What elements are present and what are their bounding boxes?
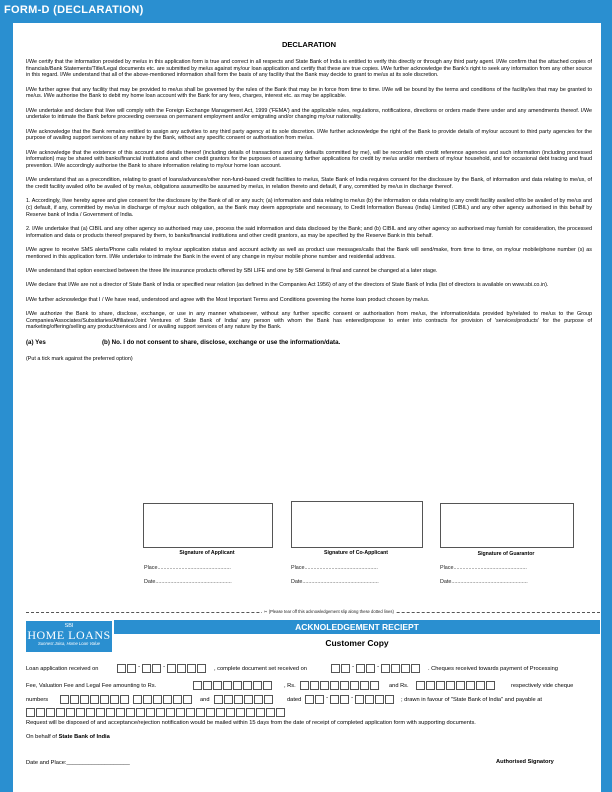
- guarantor-signature-box[interactable]: [440, 503, 574, 548]
- option-yes[interactable]: (a) Yes: [26, 338, 46, 346]
- consent-options: [26, 339, 592, 347]
- cheque-date-field[interactable]: - -: [305, 695, 394, 704]
- right-border: [601, 0, 612, 792]
- option-no[interactable]: (b) No. I do not consent to share, disclose, exchange or use the information/data.: [102, 338, 341, 346]
- received-date-field[interactable]: - -: [117, 664, 206, 673]
- on-behalf-row: [26, 734, 110, 740]
- applicant-date[interactable]: Date...................................................: [144, 579, 232, 585]
- co-applicant-signature-box[interactable]: [291, 501, 423, 548]
- applicant-place[interactable]: Place.................................................: [144, 565, 231, 571]
- numbers-label: numbers: [26, 697, 49, 703]
- customer-copy-label: Customer Copy: [325, 638, 389, 648]
- docs-date-field[interactable]: - -: [331, 664, 420, 673]
- declaration-paragraph: I/We declare that I/We are not a director of State Bank of India or specified near relation (as defined in the Companies Act 1956) of any of the directors of State Bank of India (list of directors is available on www.sbi.co.in).: [26, 282, 549, 289]
- declaration-title: DECLARATION: [281, 40, 337, 49]
- rs-label-2: and Rs.: [389, 683, 409, 689]
- guarantor-place[interactable]: Place.................................................: [440, 565, 527, 571]
- guarantor-date[interactable]: Date...................................................: [440, 579, 528, 585]
- cheque-number-3[interactable]: [214, 695, 273, 704]
- declaration-paragraph: I/We acknowledge that the Bank remains entitled to assign any activities to any third party agency at its sole discretion. I/We further acknowledge the right of the Bank to provide details of my/our account to third party agencies for the purpose of availing support services of any nature by the Bank, without any specific consent or authorisation from me/us.: [26, 128, 592, 142]
- scissors-icon: ✂: [264, 609, 268, 614]
- declaration-paragraph: I/We further agree that any facility that may be provided to me/us shall be governed by the rules of the Bank that may be in force from time to time. I/We will be bound by the terms and conditions of the facility/ies that may be granted to me/us. I/We authorise the Bank to debit my home loan account with the Bank for any fees, charges, interest etc. as may be applicable.: [26, 86, 592, 100]
- respectively-label: respectively vide cheque: [511, 683, 574, 689]
- tear-off-instruction: ✂ (Please tear off this acknowledgement slip along these dotted lines): [264, 609, 394, 614]
- received-on-label: Loan application received on: [26, 666, 99, 672]
- rs-label-1: , Rs.: [284, 683, 296, 689]
- declaration-paragraph: I/We understand that option exercised between the three life insurance products offered by SBI LIFE and one by SBI General is final and cannot be changed at a later stage.: [26, 268, 438, 275]
- cheque-number-2[interactable]: [133, 695, 192, 704]
- declaration-paragraph: 1. Accordingly, I/we hereby agree and give consent for the disclosure by the Bank of all or any such; (a) information and data relating to me/us (b) the information or data relating to any credit facility availed of/to be availed of by me/us and (c) default, if any, committed by me/us in discharge of my/our such obligation, as the Bank may deem appropriate and necessary, to Credit Information Bureau (India) Limited (CIBIL) and any other agency authorised in this behalf by Reserve bank of India / Government of India.: [26, 198, 592, 218]
- dated-label: dated: [287, 697, 302, 703]
- authorised-signatory: Authorised Signatory: [496, 759, 554, 765]
- sbi-home-loans-logo: SBI HOME LOANS Sunnest Jaisa, Home Loan Value: [26, 621, 112, 652]
- fee-amount-3[interactable]: [416, 681, 495, 690]
- declaration-paragraph: I/We understand that as a precondition, relating to grant of loans/advances/other non-fund-based credit facilities to me/us, State Bank of India requires consent for the disclosure by the Bank, of information and data relating to me/us, of the credit facility availed of/to be availed of by me/us, obligations assumed/to be assumed by me/us, in relation thereto and default, if any, committed by me/us in discharge thereof.: [26, 177, 592, 191]
- on-behalf-label: On behalf of: [26, 734, 57, 740]
- acknowledgement-title: ACKNOLEDGEMENT RECIEPT: [114, 620, 600, 634]
- co-applicant-date[interactable]: Date...................................................: [291, 579, 379, 585]
- fee-label: Fee, Valuation Fee and Legal Fee amounting to Rs.: [26, 683, 157, 689]
- applicant-signature-box[interactable]: [143, 503, 273, 548]
- cheque-number-1[interactable]: [60, 695, 129, 704]
- fee-amount-2[interactable]: [300, 681, 379, 690]
- left-border: [0, 0, 13, 792]
- cheques-label: . Cheques received towards payment of Processing: [428, 666, 558, 672]
- header-band: [0, 0, 612, 23]
- applicant-signature-label: Signature of Applicant: [179, 550, 235, 556]
- bank-name: State Bank of India: [58, 734, 110, 740]
- declaration-paragraph: I/We further acknowledge that I / We have read, understood and agree with the Most Important Terms and Conditions governing the home loan product chosen by me/us.: [26, 296, 430, 303]
- guarantor-signature-label: Signature of Guarantor: [477, 551, 535, 557]
- co-applicant-signature-label: Signature of Co-Applicant: [324, 550, 388, 556]
- drawn-label: ; drawn in favour of "State Bank of India" and payable at: [401, 697, 542, 703]
- declaration-paragraph: I/We certify that the information provided by me/us in this application form is true and correct in all respects and State Bank of India is entitled to verify this directly or through any third party agent. I/We confirm that the attached copies of financials/Bank Statements/Title/Legal documents etc. are submitted by me/us against my/our loan application and certify that these are true copies. I/We further acknowledge the Bank's right to seek any information from any other source in this regard. I/We understand that all of the above-mentioned information shall form the basis of any facility that the Bank may decide to grant to me/us at its sole discretion.: [26, 59, 592, 79]
- form-title: FORM-D (DECLARATION): [4, 4, 144, 16]
- and-label: and: [200, 697, 210, 703]
- declaration-paragraph: I/We authorize the Bank to share, disclose, exchange, or use in any manner whatsoever, without any further specific consent or authorisation from me/us, the information/data provided by/related to me/us to the Group Companies/Associates/Subsidiaries/Affiliates/Joint Ventures of State Bank of India/ any person with whom the Bank has entered/propose to enter into contracts for provision of 'services/products' for the purpose of marketing/offering/selling any product/services and / or availing support services of any nature by the Bank.: [26, 311, 592, 331]
- declaration-paragraph: I/We acknowledge that the existence of this account and details thereof (including details of transactions and any defaults committed by me), will be recorded with credit reference agencies and such information (including processed information) may be shared with banks/financial institutions and other credit grantors for the purposes of assessing further applications for credit by me/us and/or members of my/our household, and for occasional debt tracing and fraud prevention. I/We accordingly authorise the Bank to share information relating to my/our home loan account.: [26, 149, 592, 170]
- payable-at-field[interactable]: [26, 708, 285, 717]
- fee-amount-1[interactable]: [193, 681, 272, 690]
- declaration-paragraph: 2. I/We undertake that (a) CIBIL and any other agency so authorised may use, process the said information and data disclosed by the Bank; and (b) CIBIL and any other agency so authorised may furnish for consideration, the processed information and data or products thereof prepared by them, to banks/financial institutions and other credit grantors, as may be specified by the Reserve Bank in this behalf.: [26, 226, 592, 239]
- complete-docs-label: , complete document set received on: [214, 666, 307, 672]
- declaration-paragraph: I/We agree to receive SMS alerts/Phone calls related to my/our application status and account activity as well as product use messages/calls that the Bank will send/make, from time to time, on my/our mobile/phone number (s) as mentioned in this application form. I/We undertake to intimate the Bank in the event of any change in my/our mobile phone number and residential address.: [26, 247, 592, 260]
- disposal-note: Request will be disposed of and acceptance/rejection notification would be mailed within 15 days from the date of receipt of completed application form with supporting documents.: [26, 720, 476, 726]
- declaration-section: [26, 38, 592, 362]
- tick-note: (Put a tick mark against the preferred option): [26, 355, 133, 362]
- declaration-paragraph: I/We undertake and declare that I/we will comply with the Foreign Exchange Management Act, 1999 ('FEMA') and the applicable rules, regulations, notifications, directions or orders made there under and any amendments thereof. I/We undertake to intimate the Bank before proceeding overseas on permanent employment and/or emigrating and/or changing my/our nationality.: [26, 107, 592, 121]
- date-place-field[interactable]: Date and Place:____________________: [26, 760, 130, 766]
- co-applicant-place[interactable]: Place.................................................: [291, 565, 378, 571]
